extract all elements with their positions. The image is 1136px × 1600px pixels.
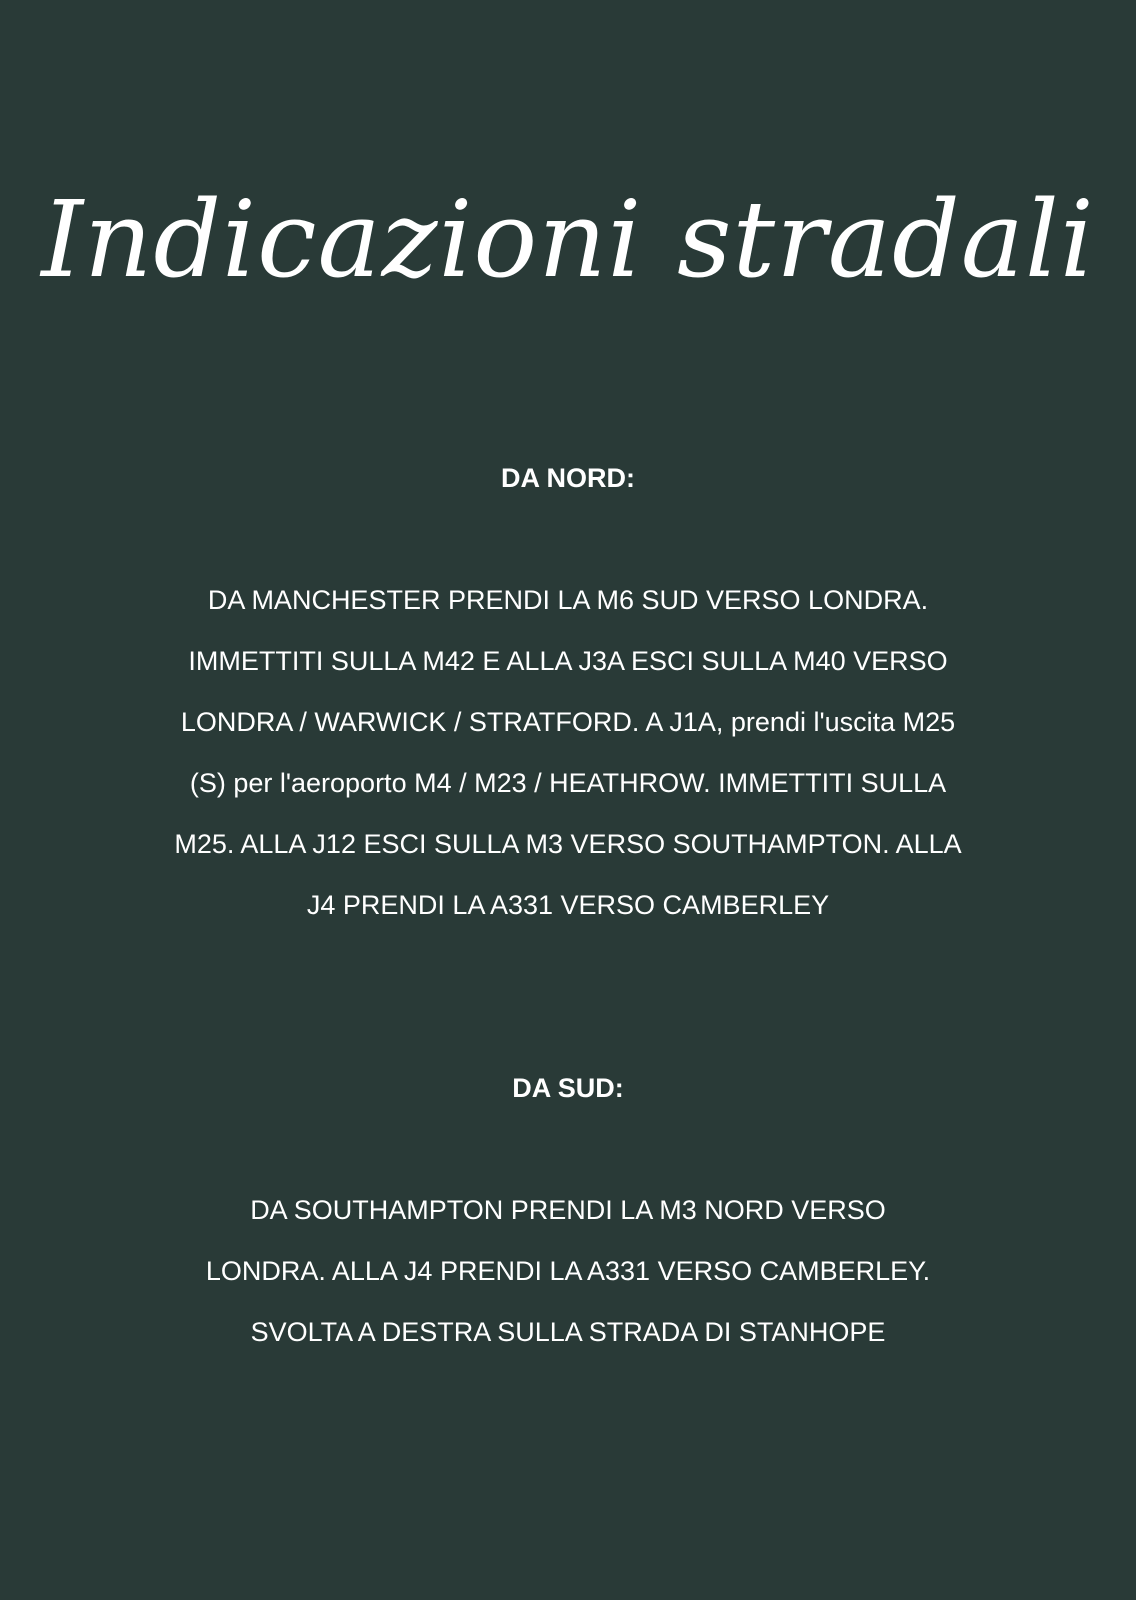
section-heading-north: DA NORD: <box>501 463 635 493</box>
page-title: Indicazioni stradali <box>41 178 1095 301</box>
section-text-south: DA SOUTHAMPTON PRENDI LA M3 NORD VERSO LONDRA. ALLA J4 PRENDI LA A331 VERSO CAMBERLEY. SVOLTA A DESTRA SULLA STRADA DI STANHOPE <box>205 1195 931 1347</box>
section-heading-south: DA SUD: <box>512 1073 624 1103</box>
section-text-north: DA MANCHESTER PRENDI LA M6 SUD VERSO LONDRA. IMMETTITI SULLA M42 E ALLA J3A ESCI SULLA M40 VERSO LONDRA / WARWICK / STRATFORD. A J1A, prendi l'uscita M25 (S) per l'aeroporto M4 / M23 / HEATHROW. IMMETTITI SULLA M25. ALLA J12 ESCI SULLA M3 VERSO SOUTHAMPTON. ALLA J4 PRENDI LA A331 VERSO CAMBERLEY <box>174 585 962 920</box>
